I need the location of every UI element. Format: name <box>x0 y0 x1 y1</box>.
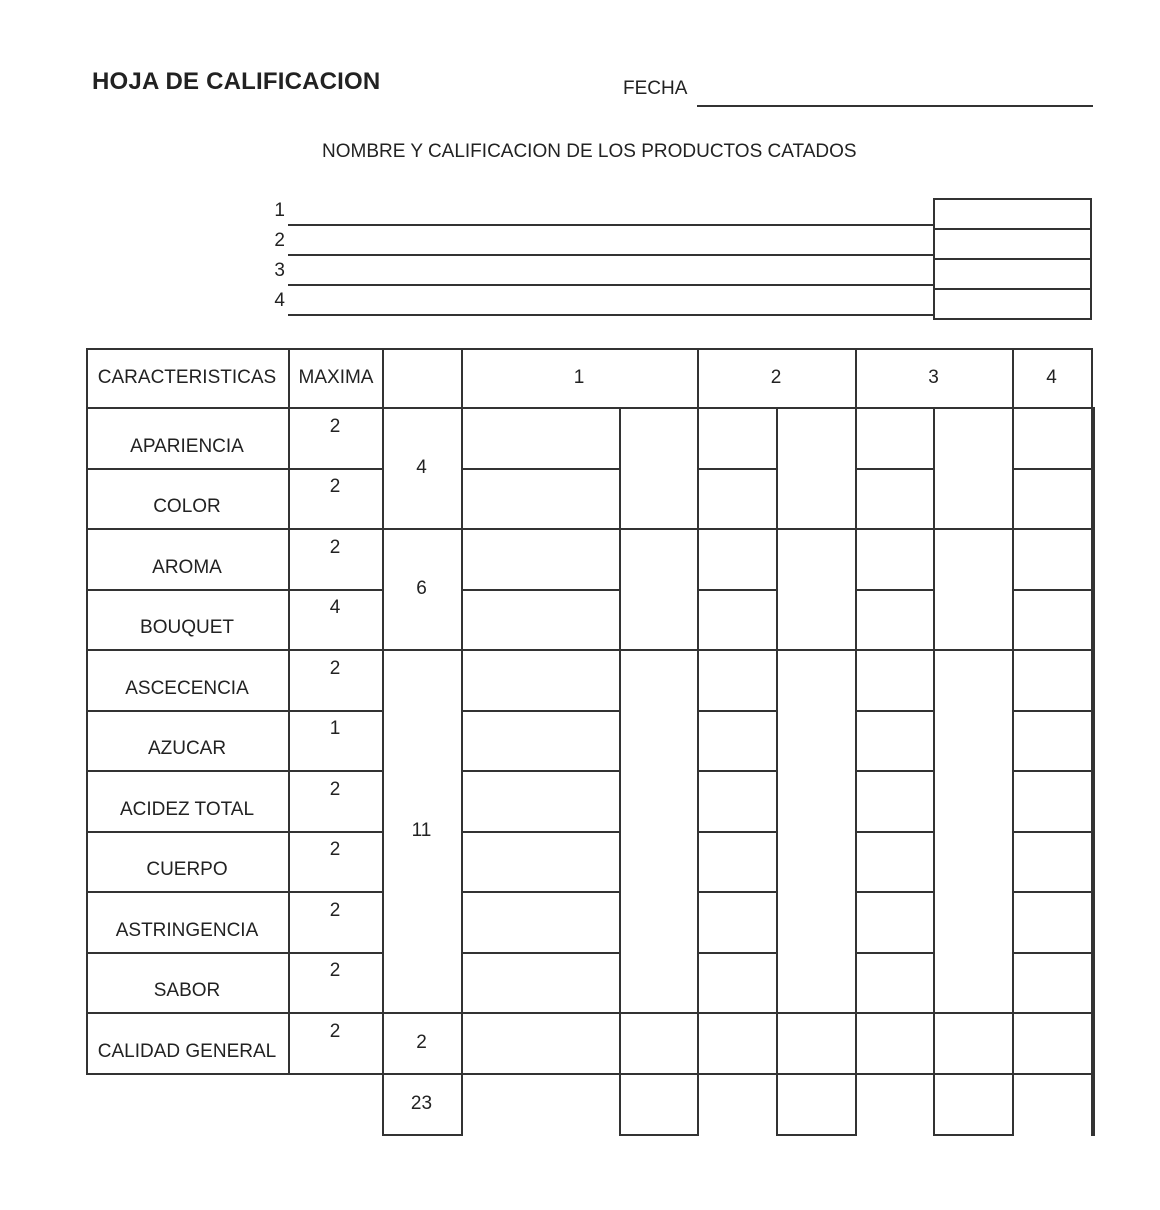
score-input-product-3[interactable] <box>855 528 935 591</box>
column-header-product-4: 4 <box>1046 367 1057 388</box>
score-input-product-1[interactable] <box>461 589 621 651</box>
max-score-value: 2 <box>329 900 341 921</box>
product-score-box-1[interactable] <box>933 198 1092 230</box>
score-input-product-2[interactable] <box>697 710 778 772</box>
product-number-1: 1 <box>274 200 285 221</box>
group-total-value: 6 <box>416 578 427 599</box>
score-input-product-4[interactable] <box>1012 468 1093 530</box>
subtotal-input-product-3[interactable] <box>933 649 1014 1014</box>
score-input-product-3[interactable] <box>855 710 935 772</box>
characteristic-label: ACIDEZ TOTAL <box>119 799 255 820</box>
total-input-product-4[interactable] <box>1091 1073 1095 1136</box>
score-input-product-3[interactable] <box>855 770 935 833</box>
product-name-field-1[interactable] <box>288 224 934 226</box>
characteristic-label: CUERPO <box>146 859 228 880</box>
score-input-product-2[interactable] <box>697 649 778 712</box>
product-name-field-2[interactable] <box>288 254 934 256</box>
score-input-product-2[interactable] <box>697 528 778 591</box>
max-score-value: 2 <box>329 779 341 800</box>
characteristic-label: BOUQUET <box>140 617 234 638</box>
score-input-product-2[interactable] <box>697 891 778 954</box>
column-header-product-2: 2 <box>770 367 782 388</box>
characteristic-label: APARIENCIA <box>130 436 244 457</box>
score-input-product-2[interactable] <box>697 407 778 470</box>
score-input-product-2[interactable] <box>697 468 778 530</box>
max-score-value: 1 <box>329 718 341 739</box>
subtotal-input-product-1[interactable] <box>619 407 699 530</box>
subtotal-input-product-4[interactable] <box>1091 407 1095 530</box>
max-score-value: 2 <box>329 960 341 981</box>
score-input-product-1[interactable] <box>461 891 621 954</box>
header-cell-group-total <box>382 348 463 409</box>
score-input-product-2[interactable] <box>697 952 778 1014</box>
score-input-product-1[interactable] <box>461 468 621 530</box>
score-input-product-1[interactable] <box>461 1012 621 1075</box>
subtotal-input-product-4[interactable] <box>1091 528 1095 651</box>
max-score-value: 2 <box>329 416 341 437</box>
product-name-field-4[interactable] <box>288 314 934 316</box>
total-input-product-1[interactable] <box>619 1073 699 1136</box>
score-input-product-4[interactable] <box>1012 407 1093 470</box>
score-input-product-3[interactable] <box>855 649 935 712</box>
score-input-product-3[interactable] <box>855 468 935 530</box>
subtitle: NOMBRE Y CALIFICACION DE LOS PRODUCTOS CATADOS <box>322 141 857 162</box>
score-input-product-1[interactable] <box>461 770 621 833</box>
date-label: FECHA <box>623 78 688 99</box>
product-number-4: 4 <box>274 290 285 311</box>
total-input-product-3[interactable] <box>933 1073 1014 1136</box>
product-score-box-3[interactable] <box>933 258 1092 290</box>
score-input-product-1[interactable] <box>461 649 621 712</box>
score-input-product-1[interactable] <box>461 831 621 893</box>
characteristic-label: CALIDAD GENERAL <box>97 1041 277 1062</box>
grand-total-value: 23 <box>410 1093 433 1114</box>
column-header-characteristics: CARACTERISTICAS <box>97 367 277 388</box>
group-total-value: 11 <box>411 820 432 841</box>
score-input-product-3[interactable] <box>855 891 935 954</box>
subtotal-input-product-3[interactable] <box>933 407 1014 530</box>
score-input-product-4[interactable] <box>1012 952 1093 1014</box>
product-number-2: 2 <box>274 230 285 251</box>
characteristic-label: ASCECENCIA <box>125 678 249 699</box>
score-input-product-1[interactable] <box>461 407 621 470</box>
column-header-product-1: 1 <box>573 367 585 388</box>
score-input-product-4[interactable] <box>1012 589 1093 651</box>
score-input-product-4[interactable] <box>1012 1012 1093 1075</box>
max-score-value: 2 <box>329 1021 341 1042</box>
column-header-max: MAXIMA <box>298 367 374 388</box>
score-input-product-2[interactable] <box>697 770 778 833</box>
characteristic-label: SABOR <box>153 980 221 1001</box>
subtotal-input-product-1[interactable] <box>619 528 699 651</box>
characteristic-label: COLOR <box>153 496 221 517</box>
score-input-product-4[interactable] <box>1012 649 1093 712</box>
subtotal-input-product-1[interactable] <box>619 1012 699 1075</box>
subtotal-input-product-4[interactable] <box>1091 649 1095 1014</box>
max-score-value: 2 <box>329 658 341 679</box>
total-input-product-2[interactable] <box>776 1073 857 1136</box>
subtotal-input-product-2[interactable] <box>776 649 857 1014</box>
score-input-product-2[interactable] <box>697 831 778 893</box>
column-header-product-3: 3 <box>928 367 939 388</box>
group-total-value: 4 <box>416 457 427 478</box>
product-name-field-3[interactable] <box>288 284 934 286</box>
subtotal-input-product-2[interactable] <box>776 1012 857 1075</box>
characteristic-label: AROMA <box>152 557 222 578</box>
characteristic-label: ASTRINGENCIA <box>115 920 259 941</box>
max-score-value: 2 <box>329 537 341 558</box>
subtotal-input-product-4[interactable] <box>1091 1012 1095 1075</box>
score-input-product-2[interactable] <box>697 589 778 651</box>
subtotal-input-product-2[interactable] <box>776 528 857 651</box>
score-input-product-1[interactable] <box>461 952 621 1014</box>
score-input-product-3[interactable] <box>855 831 935 893</box>
score-input-product-3[interactable] <box>855 1012 935 1075</box>
characteristic-label: AZUCAR <box>147 738 227 759</box>
product-number-3: 3 <box>274 260 285 281</box>
max-score-value: 4 <box>329 597 341 618</box>
score-input-product-3[interactable] <box>855 589 935 651</box>
score-input-product-4[interactable] <box>1012 710 1093 772</box>
score-input-product-3[interactable] <box>855 952 935 1014</box>
group-total-value: 2 <box>416 1032 427 1053</box>
score-input-product-4[interactable] <box>1012 831 1093 893</box>
score-input-product-4[interactable] <box>1012 891 1093 954</box>
score-input-product-1[interactable] <box>461 710 621 772</box>
max-score-value: 2 <box>329 839 341 860</box>
subtotal-input-product-2[interactable] <box>776 407 857 530</box>
score-input-product-4[interactable] <box>1012 770 1093 833</box>
score-input-product-2[interactable] <box>697 1012 778 1075</box>
subtotal-input-product-3[interactable] <box>933 1012 1014 1075</box>
score-input-product-4[interactable] <box>1012 528 1093 591</box>
page-title: HOJA DE CALIFICACION <box>92 68 381 95</box>
score-input-product-3[interactable] <box>855 407 935 470</box>
product-score-box-4[interactable] <box>933 288 1092 320</box>
subtotal-input-product-1[interactable] <box>619 649 699 1014</box>
product-score-box-2[interactable] <box>933 228 1092 260</box>
subtotal-input-product-3[interactable] <box>933 528 1014 651</box>
max-score-value: 2 <box>329 476 341 497</box>
score-input-product-1[interactable] <box>461 528 621 591</box>
date-field[interactable] <box>697 105 1093 107</box>
